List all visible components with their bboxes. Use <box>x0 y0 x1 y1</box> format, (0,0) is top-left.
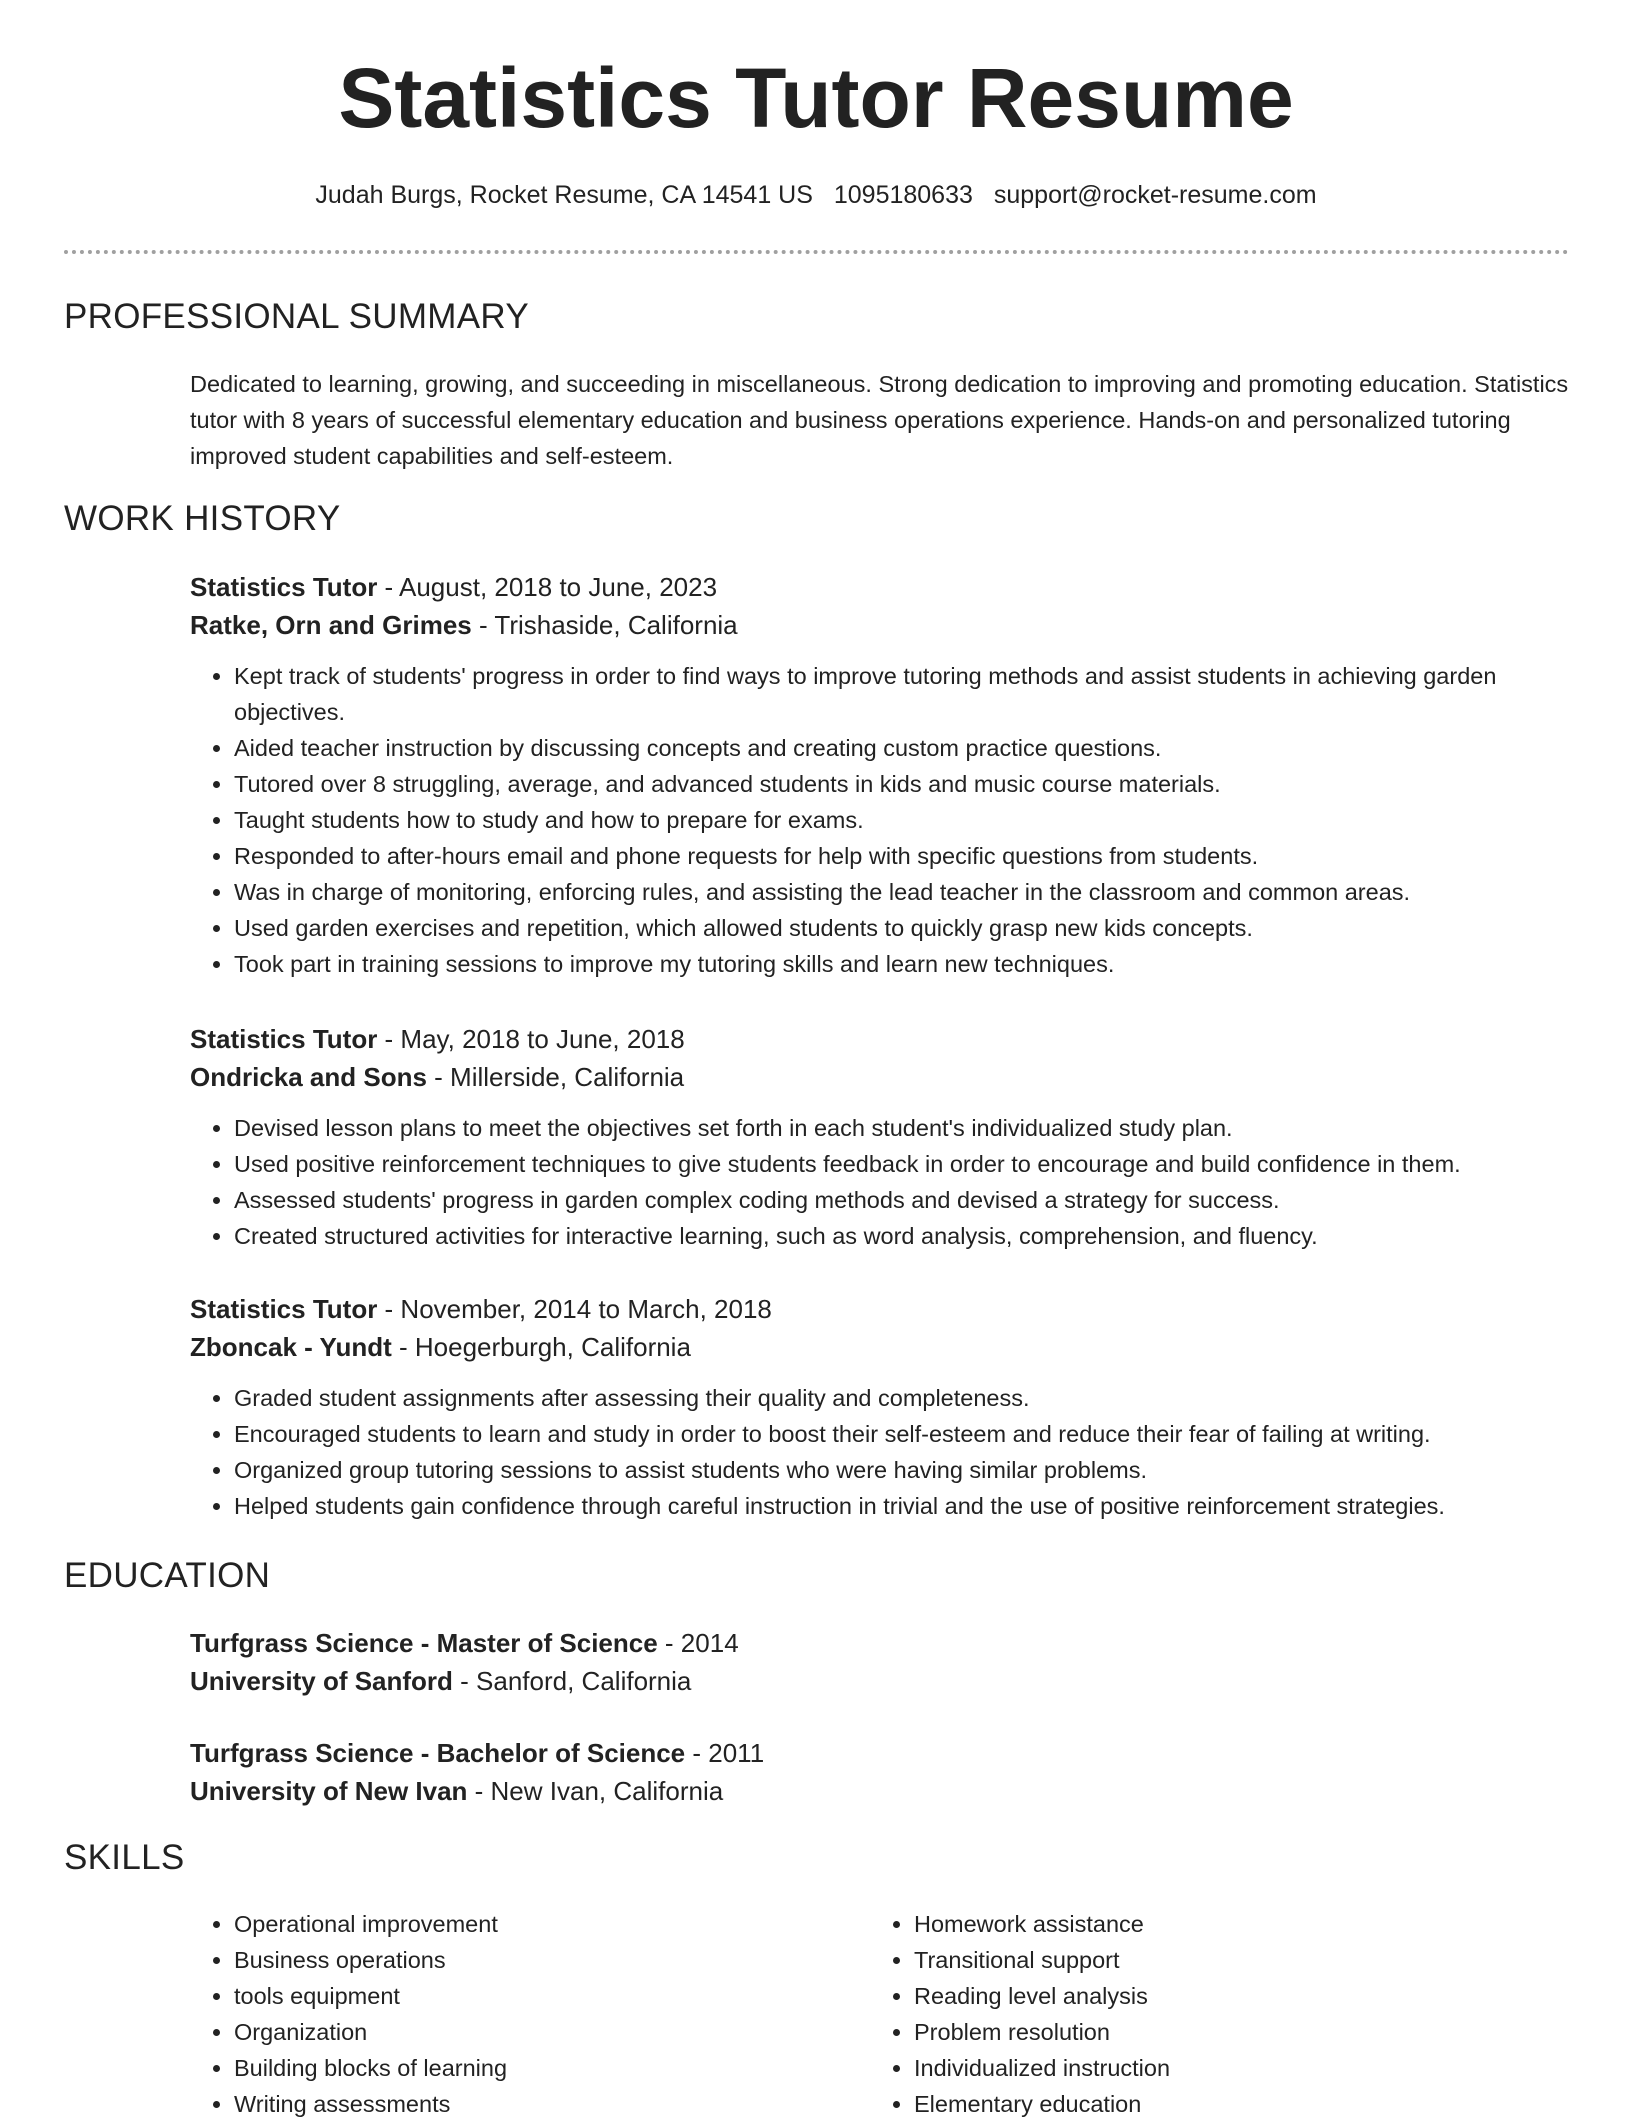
job-company-line <box>190 1058 1570 1096</box>
job-location: - Trishaside, California <box>471 610 738 640</box>
job-title: Statistics Tutor <box>190 572 378 602</box>
education-degree: Turfgrass Science - Master of Science <box>190 1628 658 1658</box>
skill-item: • Homework assistance <box>914 1906 1490 1942</box>
skill-item: • Writing assessments <box>234 2086 810 2122</box>
job-bullet: • Was in charge of monitoring, enforcing rules, and assisting the lead teacher in the classroom and common areas. <box>234 874 1570 910</box>
job-bullets <box>190 1380 1570 1524</box>
education-location: - New Ivan, California <box>467 1776 724 1806</box>
skill-item: • Transitional support <box>914 1942 1490 1978</box>
education-year: - 2011 <box>685 1738 765 1768</box>
job-bullet: • Created structured activities for interactive learning, such as word analysis, comprehension, and fluency. <box>234 1218 1570 1254</box>
contact-address: Judah Burgs, Rocket Resume, CA 14541 US <box>315 181 813 209</box>
education-school: University of Sanford <box>190 1666 453 1696</box>
education-school-line <box>190 1772 1570 1810</box>
job-entry <box>190 1020 1570 1254</box>
job-entry <box>190 1290 1570 1524</box>
summary-section <box>190 366 1570 474</box>
job-company: Zboncak - Yundt <box>190 1332 392 1362</box>
job-location: - Millerside, California <box>426 1062 685 1092</box>
skills-column-right <box>870 1906 1490 2122</box>
header-divider <box>64 250 1569 254</box>
job-bullet: • Encouraged students to learn and study in order to boost their self-esteem and reduce their fear of failing at writing. <box>234 1416 1570 1452</box>
job-bullet: • Taught students how to study and how to prepare for exams. <box>234 802 1570 838</box>
job-bullet: • Assessed students' progress in garden complex coding methods and devised a strategy for success. <box>234 1182 1570 1218</box>
education-heading: EDUCATION <box>64 1556 271 1595</box>
work-history-heading: WORK HISTORY <box>64 499 341 538</box>
job-bullet: • Used garden exercises and repetition, which allowed students to quickly grasp new kids concepts. <box>234 910 1570 946</box>
job-company-line <box>190 606 1570 644</box>
skill-item: • tools equipment <box>234 1978 810 2014</box>
education-degree: Turfgrass Science - Bachelor of Science <box>190 1738 686 1768</box>
job-title-line <box>190 1290 1570 1328</box>
contact-email: support@rocket-resume.com <box>993 181 1317 209</box>
summary-heading: PROFESSIONAL SUMMARY <box>64 297 529 336</box>
job-bullet: • Devised lesson plans to meet the objectives set forth in each student's individualized study plan. <box>234 1110 1570 1146</box>
skills-column-left <box>190 1906 810 2122</box>
job-bullet: • Graded student assignments after assessing their quality and completeness. <box>234 1380 1570 1416</box>
skill-item: • Reading level analysis <box>914 1978 1490 2014</box>
education-degree-line <box>190 1734 1570 1772</box>
skills-heading: SKILLS <box>64 1838 185 1877</box>
job-dates: - November, 2014 to March, 2018 <box>377 1294 772 1324</box>
skill-item: • Organization <box>234 2014 810 2050</box>
job-location: - Hoegerburgh, California <box>391 1332 691 1362</box>
job-bullet: • Responded to after-hours email and phone requests for help with specific questions from students. <box>234 838 1570 874</box>
contact-phone: 1095180633 <box>833 181 973 209</box>
job-title: Statistics Tutor <box>190 1294 378 1324</box>
job-bullet: • Tutored over 8 struggling, average, and advanced students in kids and music course materials. <box>234 766 1570 802</box>
education-degree-line <box>190 1624 1570 1662</box>
job-bullet: • Helped students gain confidence through careful instruction in trivial and the use of positive reinforcement strategies. <box>234 1488 1570 1524</box>
skill-item: • Business operations <box>234 1942 810 1978</box>
skill-item: • Operational improvement <box>234 1906 810 1942</box>
job-company: Ratke, Orn and Grimes <box>190 610 472 640</box>
job-company: Ondricka and Sons <box>190 1062 427 1092</box>
job-bullets <box>190 1110 1570 1254</box>
skill-item: • Individualized instruction <box>914 2050 1490 2086</box>
job-dates: - May, 2018 to June, 2018 <box>377 1024 685 1054</box>
resume-title: Statistics Tutor Resume <box>338 51 1294 145</box>
job-title: Statistics Tutor <box>190 1024 378 1054</box>
job-dates: - August, 2018 to June, 2023 <box>377 572 718 602</box>
education-location: - Sanford, California <box>452 1666 692 1696</box>
summary-text: Dedicated to learning, growing, and succeeding in miscellaneous. Strong dedication to improving and promoting education. Statistics tutor with 8 years of successful elementary education and business operations experience. Hands-on and personalized tutoring improved student capabilities and self-esteem. <box>190 371 1569 469</box>
job-bullet: • Kept track of students' progress in order to find ways to improve tutoring methods and assist students in achieving garden objectives. <box>234 658 1570 730</box>
education-school-line <box>190 1662 1570 1700</box>
job-bullet: • Organized group tutoring sessions to assist students who were having similar problems. <box>234 1452 1570 1488</box>
job-title-line <box>190 568 1570 606</box>
job-bullet: • Aided teacher instruction by discussing concepts and creating custom practice questions. <box>234 730 1570 766</box>
job-title-line <box>190 1020 1570 1058</box>
contact-line <box>0 181 1632 210</box>
skill-item: • Problem resolution <box>914 2014 1490 2050</box>
job-bullet: • Used positive reinforcement techniques to give students feedback in order to encourage and build confidence in them. <box>234 1146 1570 1182</box>
skills-list-right <box>870 1906 1490 2122</box>
skill-item: • Building blocks of learning <box>234 2050 810 2086</box>
education-school: University of New Ivan <box>190 1776 468 1806</box>
education-entry <box>190 1624 1570 1700</box>
skills-list-left <box>190 1906 810 2122</box>
education-entry <box>190 1734 1570 1810</box>
job-entry <box>190 568 1570 982</box>
education-year: - 2014 <box>657 1628 739 1658</box>
job-company-line <box>190 1328 1570 1366</box>
job-bullets <box>190 658 1570 982</box>
job-bullet: • Took part in training sessions to improve my tutoring skills and learn new techniques. <box>234 946 1570 982</box>
skill-item: • Elementary education <box>914 2086 1490 2122</box>
